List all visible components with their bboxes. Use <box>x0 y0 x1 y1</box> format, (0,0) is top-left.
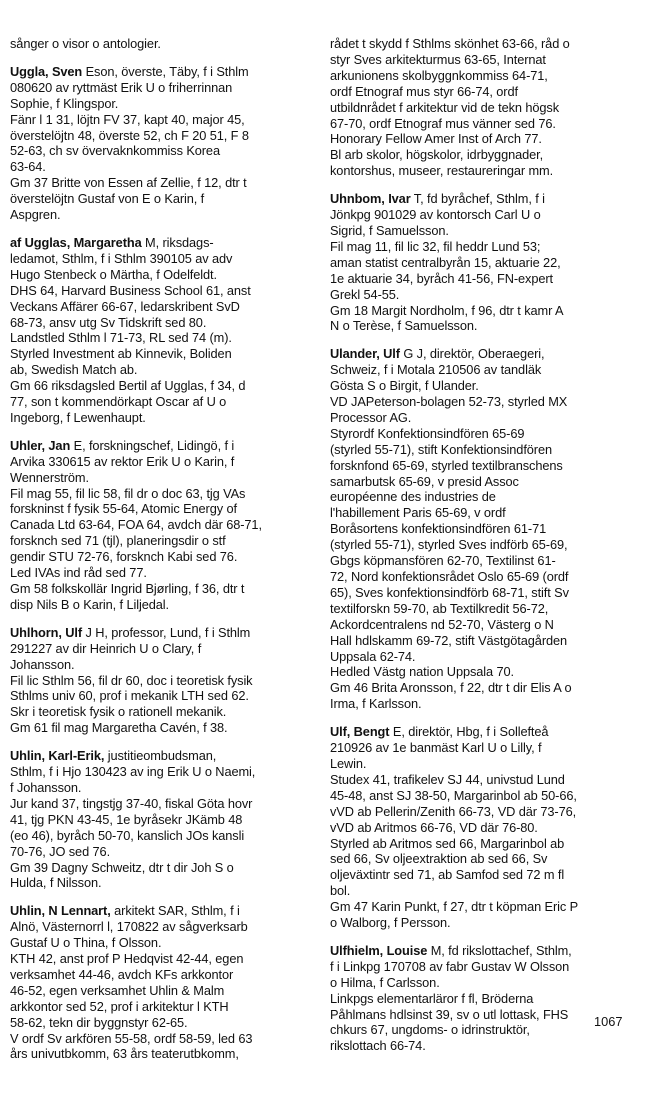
entry-line <box>330 959 636 975</box>
entry-text: Sophie, f Klingspor. <box>10 95 119 111</box>
left-column <box>10 36 320 1074</box>
entry-line <box>330 191 636 207</box>
entry-line <box>330 36 636 52</box>
entry-text: Skr i teoretisk fysik o rationell mekanik. <box>10 704 227 720</box>
entry-text: Hedled Västg nation Uppsala 70. <box>330 664 515 680</box>
entry-text: Honorary Fellow Amer Inst of Arch 77. <box>330 131 542 147</box>
entry-text: 52-63, ch sv övervaknkommiss Korea <box>10 143 220 159</box>
entry-line <box>330 724 636 740</box>
entry-text: Styrordf Konfektionsindfören 65-69 <box>330 425 525 441</box>
entry-line <box>330 991 636 1007</box>
entry-line <box>330 255 636 271</box>
entry-line <box>330 271 636 287</box>
entry-text: Fil mag 11, fil lic 32, fil heddr Lund 53; <box>330 238 541 254</box>
biography-entry <box>10 64 320 223</box>
entry-text: 77, son t kommendörkapt Oscar af U o <box>10 394 227 410</box>
entry-text: Jönkpg 901029 av kontorsch Carl U o <box>330 207 541 223</box>
entry-line <box>330 489 636 505</box>
biography-entry <box>10 903 320 1062</box>
entry-line <box>10 315 320 331</box>
entry-name: Ulf, Bengt <box>330 724 390 740</box>
entry-line <box>10 394 320 410</box>
entry-line <box>10 565 320 581</box>
entry-text: Irma, f Karlsson. <box>330 696 422 712</box>
entry-text: l'habillement Paris 65-69, v ordf <box>330 505 506 521</box>
entry-text: 58-62, tekn dir byggnstyr 62-65. <box>10 1014 188 1030</box>
entry-line <box>10 64 320 80</box>
entry-line <box>330 1007 636 1023</box>
biography-entry <box>10 235 320 426</box>
entry-text: Styrled ab Aritmos sed 66, Margarinbol ab <box>330 835 565 851</box>
entry-text: Alnö, Västernorrl l, 170822 av sågverksarb <box>10 919 248 935</box>
entry-line <box>330 362 636 378</box>
entry-text: 68-73, ansv utg Sv Tidskrift sed 80. <box>10 314 207 330</box>
biography-entry <box>330 943 636 1054</box>
entry-line <box>330 820 636 836</box>
entry-name: af Ugglas, Margaretha <box>10 234 142 250</box>
entry-line <box>10 597 320 613</box>
entry-text: överstelöjtn 48, överste 52, ch F 20 51, F 8 <box>10 127 249 143</box>
entry-name: Uhnbom, Ivar <box>330 191 411 207</box>
entry-line <box>10 362 320 378</box>
entry-text: 291227 av dir Heinrich U o Clary, f <box>10 640 202 656</box>
entry-line <box>10 159 320 175</box>
entry-line <box>330 617 636 633</box>
entry-text: Gm 39 Dagny Schweitz, dtr t dir Joh S o <box>10 859 234 875</box>
entry-text: 210926 av 1e banmäst Karl U o Lilly, f <box>330 740 542 756</box>
entry-text: Hugo Stenbeck o Märtha, f Odelfeldt. <box>10 266 217 282</box>
entry-line <box>330 867 636 883</box>
entry-line <box>10 128 320 144</box>
entry-line <box>330 394 636 410</box>
entry-text: gendir STU 72-76, forsknch Kabi sed 76. <box>10 549 238 565</box>
entry-text: Ingeborg, f Lewenhaupt. <box>10 409 146 425</box>
entry-line <box>330 680 636 696</box>
entry-text: Lewin. <box>330 755 367 771</box>
entry-line <box>10 1031 320 1047</box>
entry-line <box>10 903 320 919</box>
entry-text: oljeväxtintr sed 71, ab Samfod sed 72 m fl <box>330 867 565 883</box>
entry-line <box>10 267 320 283</box>
entry-text: Sthlms univ 60, prof i mekanik LTH sed 62. <box>10 688 249 704</box>
entry-text: Boråsortens konfektionsindfören 61-71 <box>330 521 547 537</box>
entry-line <box>330 915 636 931</box>
entry-text: Påhlmans hdlsinst 39, sv o utl lottask, FHS <box>330 1006 569 1022</box>
entry-text: forskninst f fysik 55-64, Atomic Energy of <box>10 501 237 517</box>
entry-line <box>10 378 320 394</box>
entry-line <box>330 696 636 712</box>
entry-text: Gm 18 Margit Nordholm, f 96, dtr t kamr A <box>330 302 564 318</box>
entry-line <box>330 505 636 521</box>
entry-line <box>10 860 320 876</box>
entry-text: Gm 66 riksdagsled Bertil af Ugglas, f 34, d <box>10 378 246 394</box>
entry-text: Wennerström. <box>10 469 89 485</box>
entry-text: Hall hdlskamm 69-72, stift Västgötagården <box>330 632 568 648</box>
entry-line <box>330 147 636 163</box>
entry-line <box>10 983 320 999</box>
entry-text: DHS 64, Harvard Business School 61, anst <box>10 282 251 298</box>
biography-entry <box>330 724 636 931</box>
entry-text: Gm 47 Karin Punkt, f 27, dtr t köpman Eric P <box>330 899 579 915</box>
entry-text: Processor AG. <box>330 409 412 425</box>
entry-name: Uhlin, Karl-Erik, <box>10 748 105 764</box>
entry-line <box>10 191 320 207</box>
entry-line <box>330 756 636 772</box>
entry-line <box>330 836 636 852</box>
entry-line <box>10 36 320 52</box>
entry-line <box>10 410 320 426</box>
entry-line <box>330 318 636 334</box>
entry-line <box>330 521 636 537</box>
entry-text: f Johansson. <box>10 779 82 795</box>
entry-line <box>10 748 320 764</box>
entry-line <box>330 378 636 394</box>
entry-line <box>10 657 320 673</box>
entry-text: 70-76, JO sed 76. <box>10 843 111 859</box>
entry-text: Fil mag 55, fil lic 58, fil dr o doc 63, tjg VAs <box>10 485 246 501</box>
entry-line <box>10 454 320 470</box>
biography-entry <box>10 36 320 52</box>
entry-text: o Hilma, f Carlsson. <box>330 974 440 990</box>
entry-line <box>10 486 320 502</box>
entry-text: 41, tjg PKN 43-45, 1e byråsekr JKämb 48 <box>10 811 243 827</box>
entry-text: Studex 41, trafikelev SJ 44, univstud Lund <box>330 771 565 787</box>
entry-text: 72, Nord konfektionsrådet Oslo 65-69 (ordf <box>330 569 569 584</box>
entry-text: Johansson. <box>10 656 75 672</box>
right-column <box>330 36 636 1066</box>
entry-line <box>10 283 320 299</box>
entry-text: Linkpgs elementarläror f fl, Bröderna <box>330 990 534 1006</box>
entry-text: 46-52, egen verksamhet Uhlin & Malm <box>10 982 225 998</box>
entry-text: VD JAPeterson-bolagen 52-73, styrled MX <box>330 394 568 410</box>
entry-text: utbildnrådet f arkitektur vid de tekn högsk <box>330 99 560 115</box>
entry-line <box>330 1038 636 1054</box>
entry-line <box>330 223 636 239</box>
entry-text: européenne des industries de <box>330 489 496 505</box>
entry-text: Fil lic Sthlm 56, fil dr 60, doc i teoretisk fysik <box>10 672 253 688</box>
entry-line <box>10 330 320 346</box>
entry-text: rikslottach 66-74. <box>330 1038 426 1054</box>
entry-line <box>10 999 320 1015</box>
entry-line <box>10 780 320 796</box>
entry-text: G J, direktör, Oberaegeri, <box>399 346 545 362</box>
entry-text: Gustaf U o Thina, f Olsson. <box>10 935 162 951</box>
entry-line <box>330 303 636 319</box>
entry-line <box>330 537 636 553</box>
entry-text: Sthlm, f i Hjo 130423 av ing Erik U o Naemi, <box>10 764 256 780</box>
entry-line <box>10 935 320 951</box>
entry-line <box>10 967 320 983</box>
entry-text: (styrled 55-71), stift Konfektionsindfören <box>330 441 552 457</box>
entry-line <box>10 438 320 454</box>
entry-line <box>330 442 636 458</box>
entry-text: arkunionens skolbyggnkommiss 64-71, <box>330 67 548 83</box>
entry-text: Eson, överste, Täby, f i Sthlm <box>82 63 249 79</box>
entry-line <box>10 1046 320 1062</box>
entry-line <box>10 704 320 720</box>
entry-text: ledamot, Sthlm, f i Sthlm 390105 av adv <box>10 250 233 266</box>
entry-line <box>330 740 636 756</box>
entry-text: (styrled 55-71), styrled Sves indförb 65-69, <box>330 537 568 553</box>
entry-text: Canada Ltd 63-64, FOA 64, avdch där 68-71, <box>10 517 262 533</box>
entry-text: kontorshus, museer, restaureringar mm. <box>330 163 554 179</box>
entry-line <box>330 239 636 255</box>
entry-text: vVD ab Aritmos 66-76, VD där 76-80. <box>330 819 538 835</box>
entry-text: arkitekt SAR, Sthlm, f i <box>110 903 240 919</box>
entry-line <box>330 788 636 804</box>
entry-line <box>10 1015 320 1031</box>
entry-line <box>330 84 636 100</box>
biography-entry <box>10 438 320 613</box>
entry-line <box>10 688 320 704</box>
entry-name: Uhlhorn, Ulf <box>10 624 83 640</box>
entry-text: Hulda, f Nilsson. <box>10 875 102 891</box>
entry-text: (eo 46), byråch 50-70, kanslich JOs kansli <box>10 827 245 843</box>
entry-line <box>10 533 320 549</box>
entry-text: Sigrid, f Samuelsson. <box>330 222 449 238</box>
entry-text: Gbgs köpmansfören 62-70, Textilinst 61- <box>330 553 556 569</box>
entry-text: Schweiz, f i Motala 210506 av tandläk <box>330 362 542 378</box>
entry-text: chkurs 67, ungdoms- o idrinstruktör, <box>330 1022 530 1038</box>
biography-entry <box>10 748 320 891</box>
entry-line <box>330 585 636 601</box>
entry-text: J H, professor, Lund, f i Sthlm <box>82 624 251 640</box>
entry-line <box>10 844 320 860</box>
entry-line <box>10 581 320 597</box>
entry-line <box>330 633 636 649</box>
entry-text: samarbutsk 65-69, v presid Assoc <box>330 473 519 489</box>
entry-line <box>330 207 636 223</box>
entry-text: 63-64. <box>10 159 46 175</box>
entry-text: 1e aktuarie 34, byråch 41-56, FN-expert <box>330 270 554 286</box>
entry-line <box>10 346 320 362</box>
entry-line <box>10 764 320 780</box>
entry-text: N o Terèse, f Samuelsson. <box>330 318 478 334</box>
entry-text: 67-70, ordf Etnograf mus vänner sed 76. <box>330 115 556 131</box>
entry-name: Ulander, Ulf <box>330 346 400 362</box>
entry-text: Gm 46 Brita Aronsson, f 22, dtr t dir Elis A o <box>330 680 572 696</box>
entry-text: Fänr l 1 31, löjtn FV 37, kapt 40, major 45, <box>10 111 245 127</box>
entry-line <box>10 143 320 159</box>
page-number: 1067 <box>594 1014 623 1029</box>
biography-entry <box>330 36 636 179</box>
entry-line <box>330 851 636 867</box>
entry-text: f i Linkpg 170708 av fabr Gustav W Olsson <box>330 958 570 974</box>
entry-line <box>10 812 320 828</box>
entry-line <box>10 299 320 315</box>
entry-text: Veckans Affärer 66-67, ledarskribent SvD <box>10 298 240 314</box>
entry-text: T, fd byråchef, Sthlm, f i <box>410 191 545 207</box>
entry-text: M, fd rikslottachef, Sthlm, <box>427 942 572 958</box>
entry-line <box>330 474 636 490</box>
entry-text: 65), Sves konfektionsindförb 68-71, stift Sv <box>330 584 569 600</box>
entry-text: Aspgren. <box>10 207 61 223</box>
entry-text: Bl arb skolor, högskolor, idrbyggnader, <box>330 147 544 163</box>
entry-line <box>330 664 636 680</box>
entry-text: Landstled Sthlm l 71-73, RL sed 74 (m). <box>10 330 232 346</box>
entry-line <box>10 112 320 128</box>
entry-line <box>330 943 636 959</box>
entry-line <box>10 470 320 486</box>
entry-text: disp Nils B o Karin, f Liljedal. <box>10 596 169 612</box>
entry-text: Styrled Investment ab Kinnevik, Boliden <box>10 346 232 362</box>
entry-name: Uggla, Sven <box>10 63 83 79</box>
entry-line <box>330 287 636 303</box>
entry-line <box>10 517 320 533</box>
biography-entry <box>10 625 320 736</box>
entry-text: Gösta S o Birgit, f Ulander. <box>330 378 479 394</box>
entry-line <box>10 251 320 267</box>
entry-line <box>10 501 320 517</box>
entry-line <box>10 720 320 736</box>
entry-text: M, riksdags- <box>141 234 214 250</box>
entry-text: aman statist centralbyrån 15, aktuarie 22, <box>330 254 561 270</box>
entry-text: arkkontor sed 52, prof i arkitektur l KTH <box>10 998 229 1014</box>
entry-line <box>10 96 320 112</box>
entry-line <box>10 641 320 657</box>
entry-text: o Walborg, f Persson. <box>330 915 451 931</box>
entry-name: Uhlin, N Lennart, <box>10 903 111 919</box>
entry-text: forsknch sed 71 (tjl), planeringsdir o stf <box>10 533 226 549</box>
biography-entry <box>330 191 636 334</box>
entry-line <box>10 673 320 689</box>
entry-line <box>330 52 636 68</box>
entry-text: E, direktör, Hbg, f i Sollefteå <box>389 724 549 740</box>
entry-line <box>330 116 636 132</box>
entry-line <box>330 649 636 665</box>
entry-text: rådet t skydd f Sthlms skönhet 63-66, råd o <box>330 36 570 51</box>
biography-entry <box>330 346 636 712</box>
entry-line <box>10 549 320 565</box>
entry-text: sed 66, Sv oljeextraktion ab sed 66, Sv <box>330 851 548 867</box>
entry-text: års univutbkomm, 63 års teaterutbkomm, <box>10 1046 239 1062</box>
entry-line <box>10 796 320 812</box>
entry-text: forsknfond 65-69, styrled textilbranschens <box>330 457 563 473</box>
entry-text: 080620 av ryttmäst Erik U o friherrinnan <box>10 79 233 95</box>
entry-line <box>10 919 320 935</box>
entry-text: överstelöjtn Gustaf von E o Karin, f <box>10 191 205 207</box>
entry-text: ordf Etnograf mus styr 66-74, ordf <box>330 83 518 99</box>
entry-text: ab, Swedish Match ab. <box>10 362 138 378</box>
entry-line <box>10 951 320 967</box>
entry-text: Led IVAs ind råd sed 77. <box>10 565 147 581</box>
entry-line <box>330 569 636 585</box>
entry-text: 45-48, anst SJ 38-50, Margarinbol ab 50-66, <box>330 787 577 803</box>
entry-line <box>330 68 636 84</box>
entry-line <box>330 883 636 899</box>
entry-text: vVD ab Pellerin/Zenith 66-73, VD där 73-76, <box>330 803 577 819</box>
entry-text: Grekl 54-55. <box>330 286 400 302</box>
entry-text: KTH 42, anst prof P Hedqvist 42-44, egen <box>10 951 244 967</box>
entry-line <box>330 410 636 426</box>
entry-line <box>330 1022 636 1038</box>
entry-line <box>330 975 636 991</box>
entry-line <box>10 235 320 251</box>
entry-line <box>10 875 320 891</box>
entry-text: Jur kand 37, tingstjg 37-40, fiskal Göta hovr <box>10 795 253 811</box>
entry-text: verksamhet 44-46, avdch KFs arkkontor <box>10 966 234 982</box>
entry-text: Gm 61 fil mag Margaretha Cavén, f 38. <box>10 720 228 736</box>
entry-text: Gm 58 folkskollär Ingrid Bjørling, f 36, dtr t <box>10 581 245 596</box>
entry-name: Uhler, Jan <box>10 437 71 453</box>
entry-text: Uppsala 62-74. <box>330 648 416 664</box>
entry-line <box>330 163 636 179</box>
entry-line <box>330 100 636 116</box>
entry-text: E, forskningschef, Lidingö, f i <box>70 437 235 453</box>
entry-line <box>330 458 636 474</box>
entry-line <box>330 553 636 569</box>
entry-text: Ackordcentralens nd 52-70, Västerg o N <box>330 616 554 632</box>
entry-line <box>10 175 320 191</box>
entry-line <box>10 80 320 96</box>
entry-text: justitieombudsman, <box>104 748 217 764</box>
entry-text: textilforskn 59-70, ab Textilkredit 56-72, <box>330 600 549 616</box>
entry-line <box>330 346 636 362</box>
entry-line <box>330 899 636 915</box>
entry-line <box>330 131 636 147</box>
entry-line <box>10 625 320 641</box>
entry-text: Gm 37 Britte von Essen af Zellie, f 12, dtr t <box>10 175 247 191</box>
entry-line <box>330 426 636 442</box>
entry-text: V ordf Sv arkfören 55-58, ordf 58-59, led 63 <box>10 1030 253 1046</box>
entry-text: Arvika 330615 av rektor Erik U o Karin, f <box>10 453 235 469</box>
entry-name: Ulfhielm, Louise <box>330 942 428 958</box>
entry-text: bol. <box>330 883 351 899</box>
entry-line <box>330 772 636 788</box>
entry-line <box>10 207 320 223</box>
entry-text: styr Sves arkitekturmus 63-65, Internat <box>330 51 546 67</box>
entry-line <box>10 828 320 844</box>
entry-line <box>330 601 636 617</box>
entry-text: sånger o visor o antologier. <box>10 36 161 51</box>
entry-line <box>330 804 636 820</box>
